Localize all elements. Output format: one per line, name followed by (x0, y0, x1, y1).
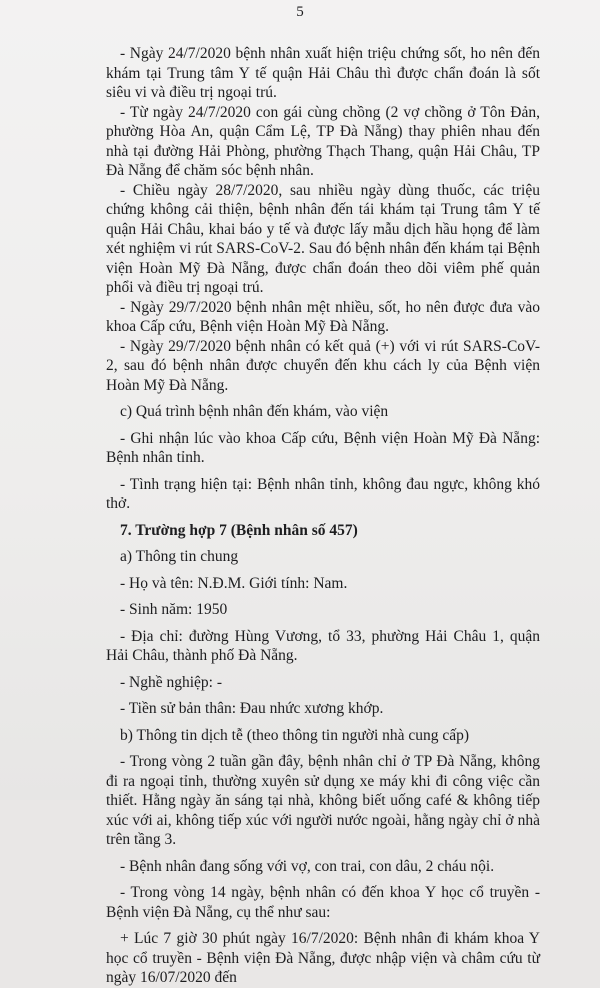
paragraph: c) Quá trình bệnh nhân đến khám, vào viện (120, 403, 389, 420)
paragraph: - Sinh năm: 1950 (120, 601, 228, 618)
paragraph: - Từ ngày 24/7/2020 con gái cùng chồng (2 vợ chồng ở Tôn Đản, phường Hòa An, quận Cẩm Lệ, TP Đà Nẵng) thay phiên nhau đến nhà tại đường Hải Phòng, phường Thạch Thang, quận Hải Châu, TP Đà Nẵng để chăm sóc bệnh nhân. (106, 103, 540, 179)
paragraph: - Ghi nhận lúc vào khoa Cấp cứu, Bệnh viện Hoàn Mỹ Đà Nẵng: Bệnh nhân tỉnh. (106, 429, 540, 466)
paragraph: a) Thông tin chung (120, 548, 239, 565)
paragraph: - Tiền sử bản thân: Đau nhức xương khớp. (120, 700, 384, 717)
paragraph: - Họ và tên: N.Đ.M. Giới tính: Nam. (120, 574, 348, 592)
paragraph: - Ngày 29/7/2020 bệnh nhân có kết quả (+) với vi rút SARS-CoV-2, sau đó bệnh nhân được chuyển đến khu cách ly của Bệnh viện Hoàn Mỹ Đà Nẵng. (106, 337, 540, 394)
paragraph: - Chiều ngày 28/7/2020, sau nhiều ngày dùng thuốc, các triệu chứng không cải thiện, bệnh nhân đến tái khám tại Trung tâm Y tế quận Hải Châu, khai báo y tế và được lấy mẫu dịch hầu họng để làm xét nghiệm vi rút SARS-CoV-2. Sau đó bệnh nhân đến khám tại Bệnh viện Hoàn Mỹ Đà Nẵng, được chẩn đoán theo dõi viêm phế quản phổi và điều trị ngoại trú. (106, 181, 540, 296)
paragraph: - Nghề nghiệp: - (120, 673, 223, 691)
paragraph: - Địa chỉ: đường Hùng Vương, tổ 33, phường Hải Châu 1, quận Hải Châu, thành phố Đà Nẵng. (106, 627, 540, 664)
section-heading: 7. Trường hợp 7 (Bệnh nhân số 457) (120, 521, 358, 539)
paragraph: - Ngày 29/7/2020 bệnh nhân mệt nhiều, sốt, ho nên được đưa vào khoa Cấp cứu, Bệnh viện Hoàn Mỹ Đà Nẵng. (106, 298, 540, 335)
paragraph: - Trong vòng 14 ngày, bệnh nhân có đến khoa Y học cổ truyền - Bệnh viện Đà Nẵng, cụ thể như sau: (106, 884, 540, 921)
paragraph: - Ngày 24/7/2020 bệnh nhân xuất hiện triệu chứng sốt, ho nên đến khám tại Trung tâm Y tế quận Hải Châu thì được chẩn đoán là sốt siêu vi và điều trị ngoại trú. (106, 45, 540, 101)
paragraph: - Trong vòng 2 tuần gần đây, bệnh nhân chỉ ở TP Đà Nẵng, không đi ra ngoại tỉnh, thường xuyên sử dụng xe máy khi đi công việc cần thiết. Hằng ngày ăn sáng tại nhà, không biết uống café & không tiếp xúc với ai, không tiếp xúc với người nước ngoài, hằng ngày chỉ ở nhà trên tầng 3. (106, 753, 540, 848)
paragraph: b) Thông tin dịch tễ (theo thông tin người nhà cung cấp) (120, 726, 470, 744)
paragraph: - Bệnh nhân đang sống với vợ, con trai, con dâu, 2 cháu nội. (120, 857, 495, 875)
paragraph: - Tình trạng hiện tại: Bệnh nhân tỉnh, không đau ngực, không khó thở. (106, 475, 540, 512)
document-body (106, 44, 540, 988)
paragraph: + Lúc 7 giờ 30 phút ngày 16/7/2020: Bệnh nhân đi khám khoa Y học cổ truyền - Bệnh viện Đà Nẵng, được nhập viện và châm cứu từ ngày 16/07/2020 đến (106, 930, 540, 986)
page-number: 5 (296, 4, 304, 20)
